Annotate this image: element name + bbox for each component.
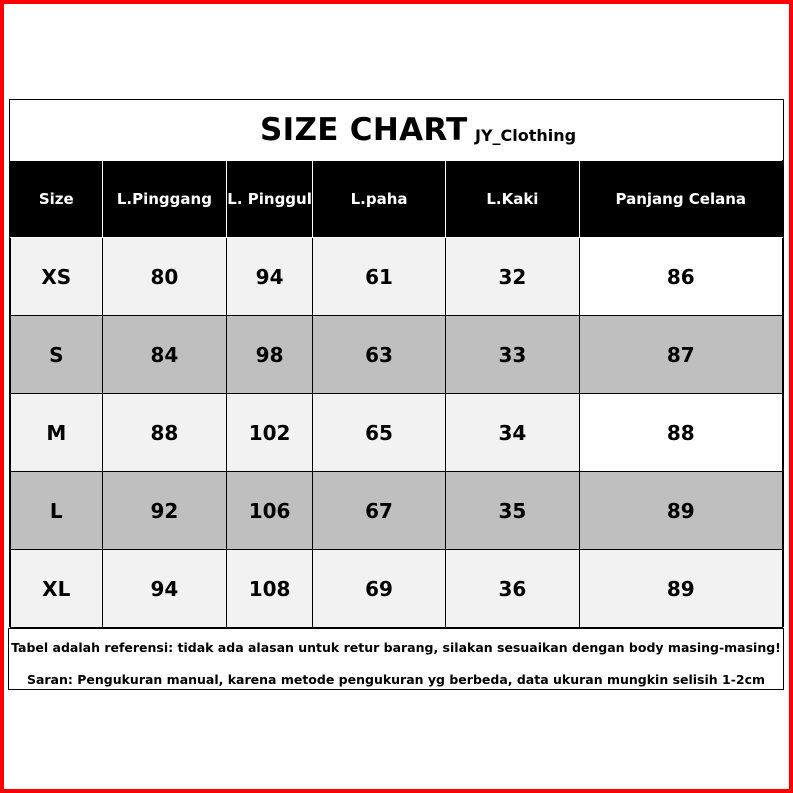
cell-thigh: 67 bbox=[312, 472, 445, 550]
cell-pants-length: 88 bbox=[579, 394, 782, 472]
cell-hip: 106 bbox=[227, 472, 313, 550]
cell-size: L bbox=[11, 472, 103, 550]
note-measurement: Saran: Pengukuran manual, karena metode pengukuran yg berbeda, data ukuran mungkin selisih 1-2cm bbox=[26, 672, 766, 687]
cell-pants-length: 86 bbox=[579, 238, 782, 316]
table-header-row bbox=[11, 161, 783, 238]
cell-size: S bbox=[11, 316, 103, 394]
cell-waist: 92 bbox=[102, 472, 227, 550]
cell-waist: 84 bbox=[102, 316, 227, 394]
table-row bbox=[11, 316, 783, 394]
column-header-leg-opening: L.Kaki bbox=[446, 161, 579, 238]
cell-leg-opening: 33 bbox=[446, 316, 579, 394]
cell-hip: 102 bbox=[227, 394, 313, 472]
cell-pants-length: 87 bbox=[579, 316, 782, 394]
size-chart-sheet bbox=[9, 99, 784, 627]
note-reference: Tabel adalah referensi: tidak ada alasan untuk retur barang, silakan sesuaikan dengan body masing-masing! bbox=[11, 640, 781, 655]
cell-hip: 108 bbox=[227, 550, 313, 628]
cell-hip: 94 bbox=[227, 238, 313, 316]
cell-thigh: 69 bbox=[312, 550, 445, 628]
cell-leg-opening: 32 bbox=[446, 238, 579, 316]
cell-hip: 98 bbox=[227, 316, 313, 394]
column-header-pants-length: Panjang Celana bbox=[579, 161, 782, 238]
cell-size: XS bbox=[11, 238, 103, 316]
cell-pants-length: 89 bbox=[579, 550, 782, 628]
column-header-size: Size bbox=[11, 161, 103, 238]
cell-waist: 94 bbox=[102, 550, 227, 628]
table-row bbox=[11, 394, 783, 472]
size-table bbox=[10, 160, 783, 628]
table-row bbox=[11, 238, 783, 316]
cell-waist: 80 bbox=[102, 238, 227, 316]
disclaimer-notes bbox=[8, 628, 784, 690]
cell-size: M bbox=[11, 394, 103, 472]
brand-name: JY_Clothing bbox=[475, 126, 577, 145]
cell-leg-opening: 35 bbox=[446, 472, 579, 550]
cell-waist: 88 bbox=[102, 394, 227, 472]
table-row bbox=[11, 550, 783, 628]
cell-thigh: 63 bbox=[312, 316, 445, 394]
column-header-hip: L. Pinggul bbox=[227, 161, 313, 238]
column-header-waist: L.Pinggang bbox=[102, 161, 227, 238]
cell-thigh: 61 bbox=[312, 238, 445, 316]
table-row bbox=[11, 472, 783, 550]
cell-pants-length: 89 bbox=[579, 472, 782, 550]
column-header-thigh: L.paha bbox=[312, 161, 445, 238]
chart-title: SIZE CHART bbox=[260, 112, 468, 148]
cell-thigh: 65 bbox=[312, 394, 445, 472]
title-row bbox=[10, 100, 783, 160]
cell-leg-opening: 36 bbox=[446, 550, 579, 628]
cell-leg-opening: 34 bbox=[446, 394, 579, 472]
cell-size: XL bbox=[11, 550, 103, 628]
